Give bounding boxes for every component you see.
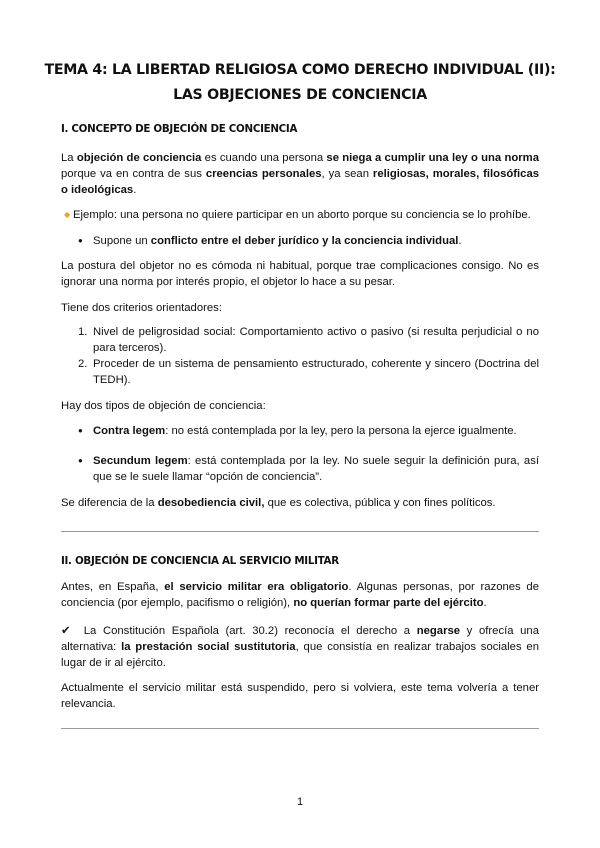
text-segment: que es colectiva, pública y con fines políticos. xyxy=(264,497,496,509)
text-segment: . Algunas personas, por razones de conciencia (por ejemplo, pacifismo o religión), xyxy=(61,581,539,609)
paragraph-definition xyxy=(61,150,539,198)
page-number: 1 xyxy=(296,796,304,808)
paragraph-constitucion xyxy=(61,623,539,671)
bullet-text xyxy=(93,425,517,437)
text-segment: Ejemplo: una persona no quiere participar en un aborto porque su conciencia se lo prohíbe. xyxy=(73,209,531,221)
divider xyxy=(61,531,539,532)
example-text xyxy=(73,209,531,221)
text-segment: y ofrecía una alternativa: xyxy=(61,625,539,653)
bullet-item-secundum-legem xyxy=(61,453,539,485)
bold-text-segment: no querían formar parte del ejército xyxy=(293,597,484,609)
list-text xyxy=(93,358,539,386)
text-segment: Se diferencia de la xyxy=(61,497,158,509)
text-segment: Nivel de peligrosidad social: Comportamiento activo o pasivo (si resulta perjudicial o no para terceros). xyxy=(93,326,539,354)
bullet-item-conflict xyxy=(61,233,539,249)
text-segment: La xyxy=(61,152,77,164)
constitucion-text xyxy=(61,625,539,669)
bold-text-segment: religiosas, morales, filosóficas o ideológicas xyxy=(61,168,540,196)
text-segment: Supone un xyxy=(93,235,151,247)
text-segment: Antes, en España, xyxy=(61,581,165,593)
list-text xyxy=(93,326,539,354)
paragraph-antes xyxy=(61,579,539,611)
bold-text-segment: Secundum legem xyxy=(93,455,188,467)
bullet-icon: ● xyxy=(78,236,83,245)
paragraph-tipos xyxy=(61,398,539,414)
text-segment: , que consistía en realizar trabajos sociales en lugar de ir al ejército. xyxy=(61,641,539,669)
bold-text-segment: Contra legem xyxy=(93,425,166,437)
bold-text-segment: creencias personales xyxy=(205,168,322,180)
paragraph-postura xyxy=(61,258,539,290)
text-segment: . xyxy=(133,184,137,196)
bullet-item-contra-legem xyxy=(61,423,539,439)
bold-text-segment: se niega a cumplir una ley o una norma xyxy=(326,152,539,164)
text-segment: . xyxy=(483,597,487,609)
section-2-heading: II. OBJECIÓN DE CONCIENCIA AL SERVICIO MILITAR xyxy=(61,555,339,567)
text-segment: Proceder de un sistema de pensamiento estructurado, coherente y sincero (Doctrina del TEDH). xyxy=(93,358,539,386)
document-title xyxy=(40,58,560,108)
bold-text-segment: desobediencia civil, xyxy=(157,497,265,509)
diamond-bullet-icon: ◆ xyxy=(64,210,71,219)
list-number: 2. xyxy=(78,358,88,370)
bullet-text xyxy=(93,455,539,483)
text-segment: : está contemplada por la ley. No suele seguir la definición pura, así que se le suele llamar “opción de conciencia”. xyxy=(93,455,539,483)
text-segment: La postura del objetor no es cómoda ni habitual, porque trae complicaciones consigo. No es ignorar una norma por interés propio, el objetor lo hace a su pesar. xyxy=(61,260,539,288)
text-segment: Actualmente el servicio militar está suspendido, pero si volviera, este tema volvería a tener relevancia. xyxy=(61,682,539,710)
example-item xyxy=(64,207,539,223)
text-segment: La Constitución Española (art. 30.2) reconocía el derecho a xyxy=(83,625,417,637)
section-1-heading: I. CONCEPTO DE OBJECIÓN DE CONCIENCIA xyxy=(61,123,298,135)
list-item xyxy=(78,356,539,388)
list-item xyxy=(78,324,539,356)
text-segment: Hay dos tipos de objeción de conciencia: xyxy=(61,400,266,412)
divider xyxy=(61,728,539,729)
criteria-list xyxy=(61,324,539,388)
paragraph-actualmente xyxy=(61,680,539,712)
title-line-2: LAS OBJECIONES DE CONCIENCIA xyxy=(173,87,427,103)
list-number: 1. xyxy=(78,326,88,338)
text-segment: . xyxy=(458,235,462,247)
text-segment: , ya sean xyxy=(321,168,373,180)
title-line-1: TEMA 4: LA LIBERTAD RELIGIOSA COMO DERECHO INDIVIDUAL (II): xyxy=(44,62,556,78)
bold-text-segment: objeción de conciencia xyxy=(76,152,202,164)
paragraph-desobediencia xyxy=(61,495,539,511)
text-segment: : no está contemplada por la ley, pero la persona la ejerce igualmente. xyxy=(165,425,517,437)
text-segment: es cuando una persona xyxy=(201,152,327,164)
paragraph-criterios xyxy=(61,300,539,316)
bold-text-segment: negarse xyxy=(416,625,461,637)
text-segment: porque va en contra de sus xyxy=(61,168,206,180)
check-icon: ✔ xyxy=(61,625,71,637)
bullet-text xyxy=(93,235,462,247)
bold-text-segment: conflicto entre el deber jurídico y la conciencia individual xyxy=(150,235,459,247)
bold-text-segment: el servicio militar era obligatorio xyxy=(164,581,349,593)
bullet-icon: ● xyxy=(78,426,83,435)
bullet-icon: ● xyxy=(78,456,83,465)
bold-text-segment: la prestación social sustitutoria xyxy=(121,641,296,653)
text-segment: Tiene dos criterios orientadores: xyxy=(61,302,222,314)
